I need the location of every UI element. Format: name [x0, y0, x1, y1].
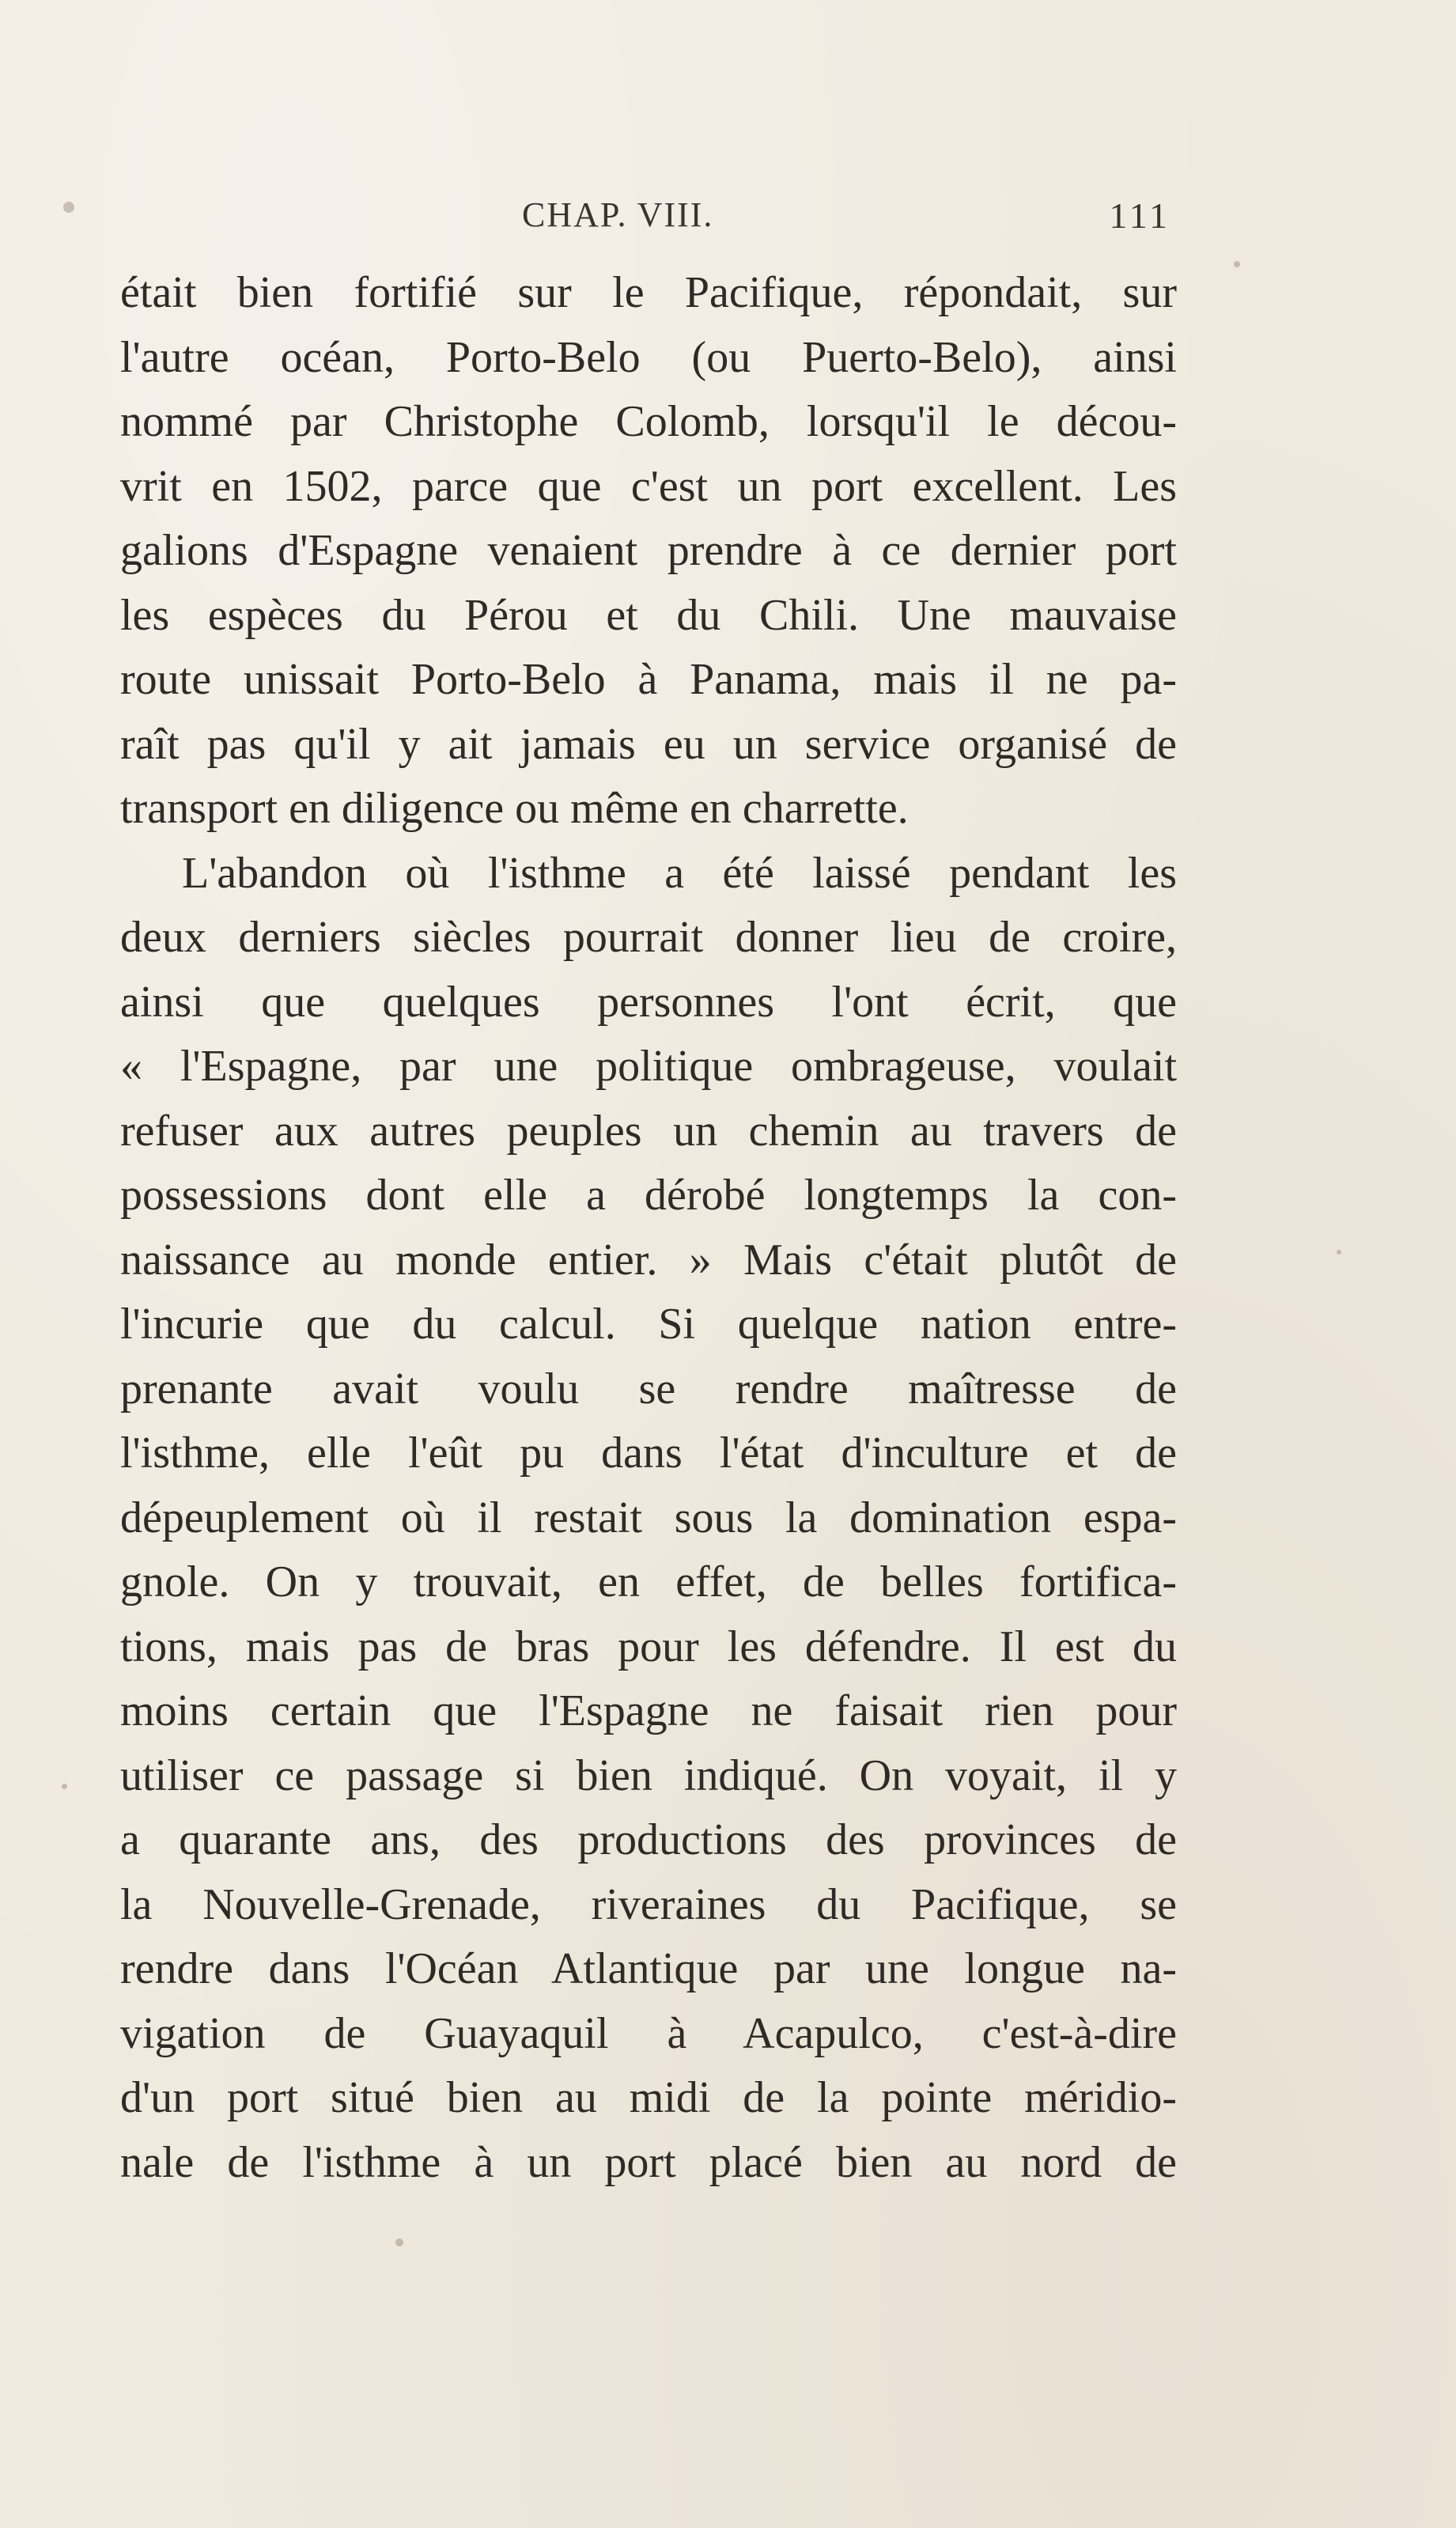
- running-head: CHAP. VIII.: [522, 195, 714, 234]
- text-line: vrit en 1502, parce que c'est un port excellent. Les: [120, 461, 1177, 511]
- page-header: [522, 195, 1170, 242]
- paper-speck: [1234, 261, 1240, 267]
- text-line: l'incurie que du calcul. Si quelque nation entre-: [120, 1300, 1177, 1349]
- text-line: refuser aux autres peuples un chemin au travers de: [120, 1106, 1177, 1156]
- text-line: a quarante ans, des productions des provinces de: [120, 1815, 1177, 1864]
- text-line: « l'Espagne, par une politique ombrageuse, voulait: [120, 1042, 1177, 1091]
- paper-speck: [62, 1784, 67, 1789]
- text-line: vigation de Guayaquil à Acapulco, c'est-à-dire: [120, 2008, 1177, 2058]
- text-line: transport en diligence ou même en charrette.: [120, 784, 909, 833]
- page-number: 111: [1109, 195, 1170, 236]
- text-line: nommé par Christophe Colomb, lorsqu'il le décou-: [120, 397, 1177, 446]
- text-line: la Nouvelle-Grenade, riveraines du Pacifique, se: [120, 1879, 1177, 1929]
- text-line: galions d'Espagne venaient prendre à ce dernier port: [120, 526, 1177, 575]
- text-line: rendre dans l'Océan Atlantique par une longue na-: [120, 1944, 1177, 1993]
- text-line: utiliser ce passage si bien indiqué. On voyait, il y: [120, 1750, 1177, 1800]
- text-line: tions, mais pas de bras pour les défendre. Il est du: [120, 1622, 1177, 1671]
- text-line: l'isthme, elle l'eût pu dans l'état d'inculture et de: [120, 1429, 1177, 1478]
- text-line: possessions dont elle a dérobé longtemps la con-: [120, 1171, 1177, 1220]
- paper-speck: [395, 2238, 403, 2246]
- text-line: deux derniers siècles pourrait donner lieu de croire,: [120, 913, 1177, 962]
- text-line: gnole. On y trouvait, en effet, de belles fortifica-: [120, 1557, 1177, 1606]
- text-line: les espèces du Pérou et du Chili. Une mauvaise: [120, 590, 1177, 640]
- paper-speck: [63, 202, 74, 213]
- text-line: route unissait Porto-Belo à Panama, mais il ne pa-: [120, 655, 1177, 704]
- body-text: [120, 261, 1177, 2195]
- text-line: l'autre océan, Porto-Belo (ou Puerto-Belo), ainsi: [120, 332, 1177, 382]
- text-line: moins certain que l'Espagne ne faisait rien pour: [120, 1686, 1177, 1735]
- text-line: prenante avait voulu se rendre maîtresse de: [120, 1364, 1177, 1413]
- text-line: nale de l'isthme à un port placé bien au nord de: [120, 2137, 1177, 2187]
- text-line: naissance au monde entier. » Mais c'était plutôt de: [120, 1235, 1177, 1285]
- text-line: L'abandon où l'isthme a été laissé pendant les: [182, 848, 1177, 898]
- paper-speck: [1337, 1250, 1341, 1255]
- text-line: dépeuplement où il restait sous la domination espa-: [120, 1493, 1177, 1542]
- text-line: raît pas qu'il y ait jamais eu un service organisé de: [120, 719, 1177, 769]
- text-line: d'un port situé bien au midi de la pointe méridio-: [120, 2073, 1177, 2122]
- text-line: était bien fortifié sur le Pacifique, répondait, sur: [120, 268, 1177, 317]
- text-line: ainsi que quelques personnes l'ont écrit, que: [120, 977, 1177, 1027]
